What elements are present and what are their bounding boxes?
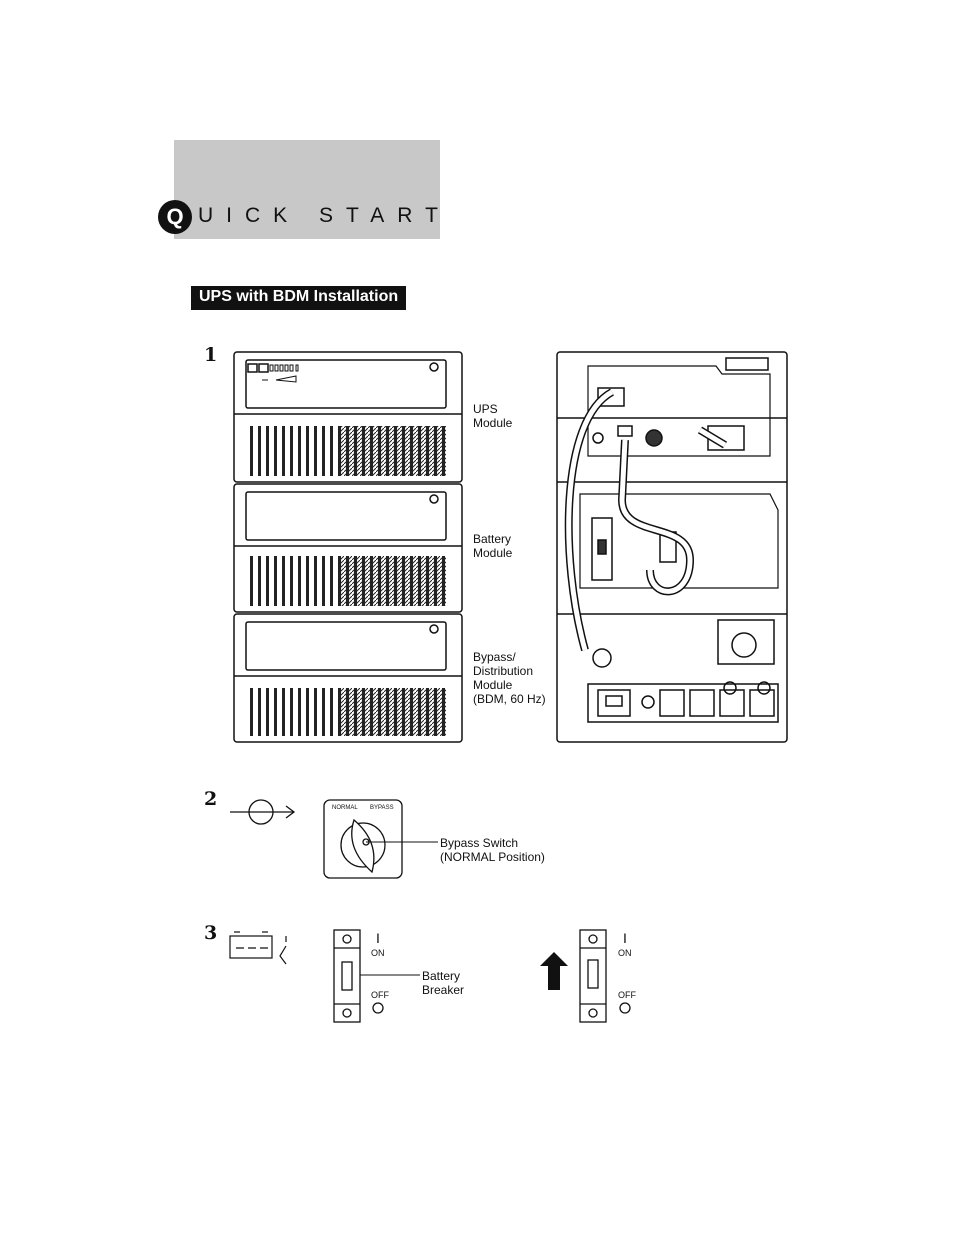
title-initial-badge: Q — [158, 200, 192, 234]
section-title: UPS with BDM Installation — [191, 286, 406, 310]
on-label-2: ON — [618, 948, 632, 958]
bdm-module-front — [234, 614, 462, 742]
on-symbol-1: I — [376, 930, 380, 946]
rear-stack-diagram — [557, 352, 787, 742]
ups-module-label: UPS Module — [473, 402, 513, 430]
bypass-switch-callout: Bypass Switch (NORMAL Position) — [440, 836, 545, 864]
ups-module-front — [234, 352, 462, 482]
step-number-1: 1 — [204, 344, 218, 366]
page-title: UICK START — [198, 204, 451, 227]
up-arrow-icon — [540, 952, 568, 990]
switch-bypass-label: BYPASS — [370, 805, 394, 811]
on-symbol-2: I — [623, 930, 627, 946]
bdm-module-label: Bypass/ Distribution Module (BDM, 60 Hz) — [473, 650, 546, 706]
off-label-1: OFF — [371, 990, 389, 1000]
on-label-1: ON — [371, 948, 385, 958]
battery-module-front — [234, 484, 462, 612]
battery-module-label: Battery Module — [473, 532, 513, 560]
battery-breaker-symbol — [230, 932, 286, 964]
off-label-2: OFF — [618, 990, 636, 1000]
switch-normal-label: NORMAL — [332, 805, 358, 811]
rotate-symbol — [230, 800, 294, 824]
battery-breaker-callout: Battery Breaker — [422, 969, 465, 997]
step-number-2: 2 — [204, 788, 218, 810]
bypass-switch-diagram — [324, 800, 438, 878]
step-number-3: 3 — [204, 922, 218, 944]
front-stack-diagram — [234, 352, 462, 742]
